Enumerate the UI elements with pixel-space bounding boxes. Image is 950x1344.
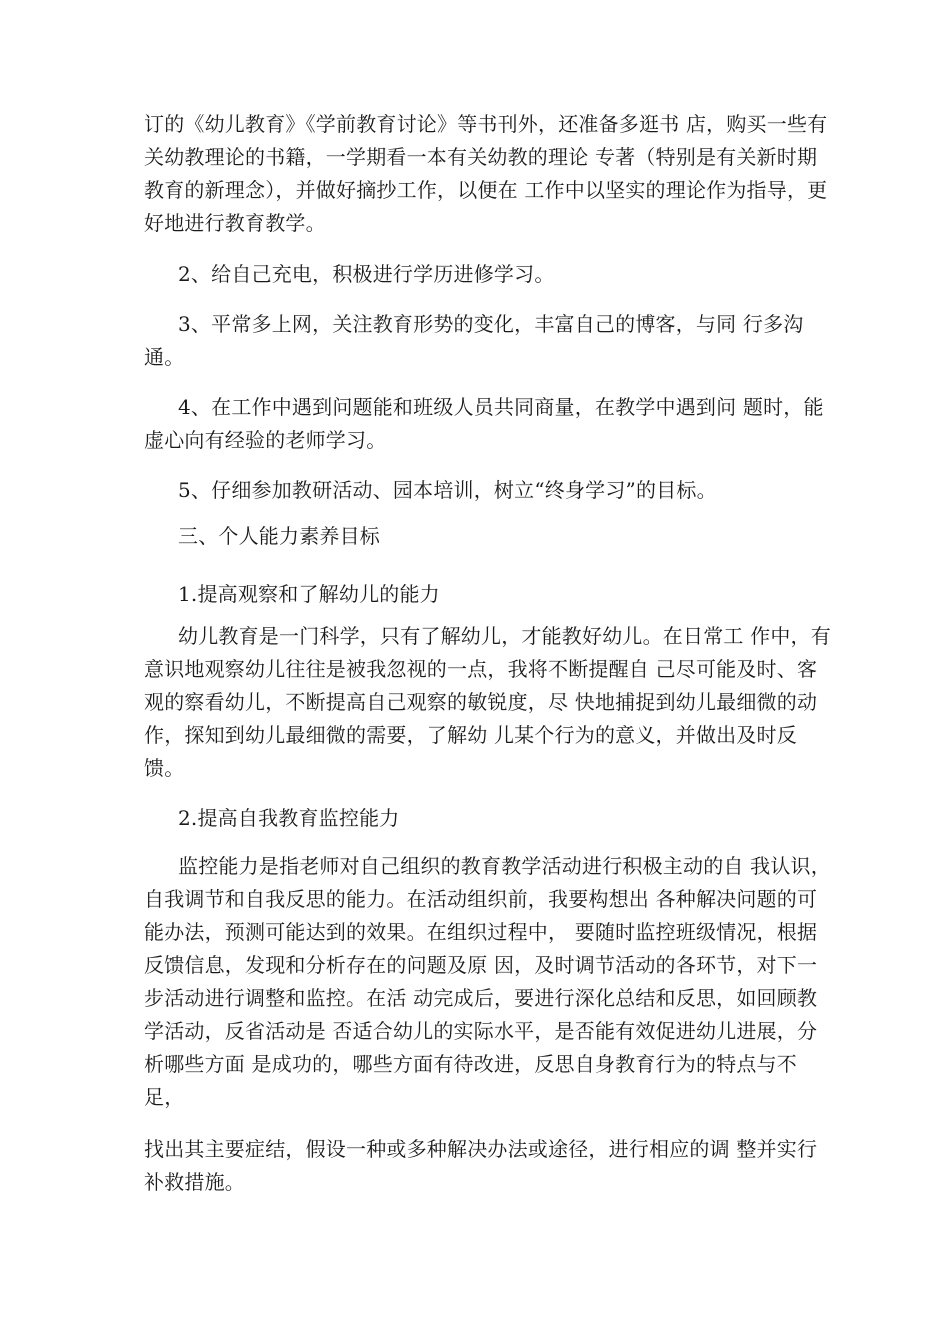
section-heading-3: 三、个人能力素养目标 (178, 524, 380, 548)
list-item-4-problem-solving: 4、在工作中遇到问题能和班级人员共同商量，在教学中遇到问 题时，能虚心向有经验的老师学习。 (144, 395, 824, 452)
paragraph-observation: 幼儿教育是一门科学，只有了解幼儿，才能教好幼儿。在日常工 作中，有意识地观察幼儿往往是被我忽视的一点，我将不断提醒自 己尽可能及时、客观的察看幼儿，不断提高自己观察的敏锐度，尽 快地捕捉到幼儿最细微的动作，探知到幼儿最细微的需要，了解幼 儿某个行为的意义，并做出及时反馈。 (144, 624, 831, 780)
subheading-2-monitoring: 2.提高自我教育监控能力 (178, 806, 400, 830)
paragraph-monitoring: 监控能力是指老师对自己组织的教育教学活动进行积极主动的自 我认识，自我调节和自我反思的能力。在活动组织前，我要构想出 各种解决问题的可能办法，预测可能达到的效果。在组织过程中， 要随时监控班级情况，根据反馈信息，发现和分析存在的问题及原 因，及时调节活动的各环节，对下一步活动进行调整和监控。在活 动完成后，要进行深化总结和反思，如回顾教学活动，反省活动是 否适合幼儿的实际水平，是否能有效促进幼儿进展，分析哪些方面 是成功的，哪些方面有待改进，反思自身教育行为的特点与不足， (144, 854, 831, 1109)
subheading-1-observation: 1.提高观察和了解幼儿的能力 (178, 582, 440, 606)
list-item-5-training: 5、仔细参加教研活动、园本培训，树立“终身学习”的目标。 (178, 478, 717, 502)
paragraph-continued-reading-plan: 订的《幼儿教育》《学前教育讨论》等书刊外，还准备多逛书 店，购买一些有关幼教理论的书籍，一学期看一本有关幼教的理论 专著（特别是有关新时期教育的新理念），并做好摘抄工作，以便在 工作中以坚实的理论作为指导，更好地进行教育教学。 (144, 112, 828, 235)
paragraph-conclusion: 找出其主要症结，假设一种或多种解决办法或途径，进行相应的调 整并实行补救措施。 (144, 1137, 818, 1194)
list-item-2-self-improvement: 2、给自己充电，积极进行学历进修学习。 (178, 262, 555, 286)
list-item-3-online-learning: 3、平常多上网，关注教育形势的变化，丰富自己的博客，与同 行多沟通。 (144, 312, 804, 369)
